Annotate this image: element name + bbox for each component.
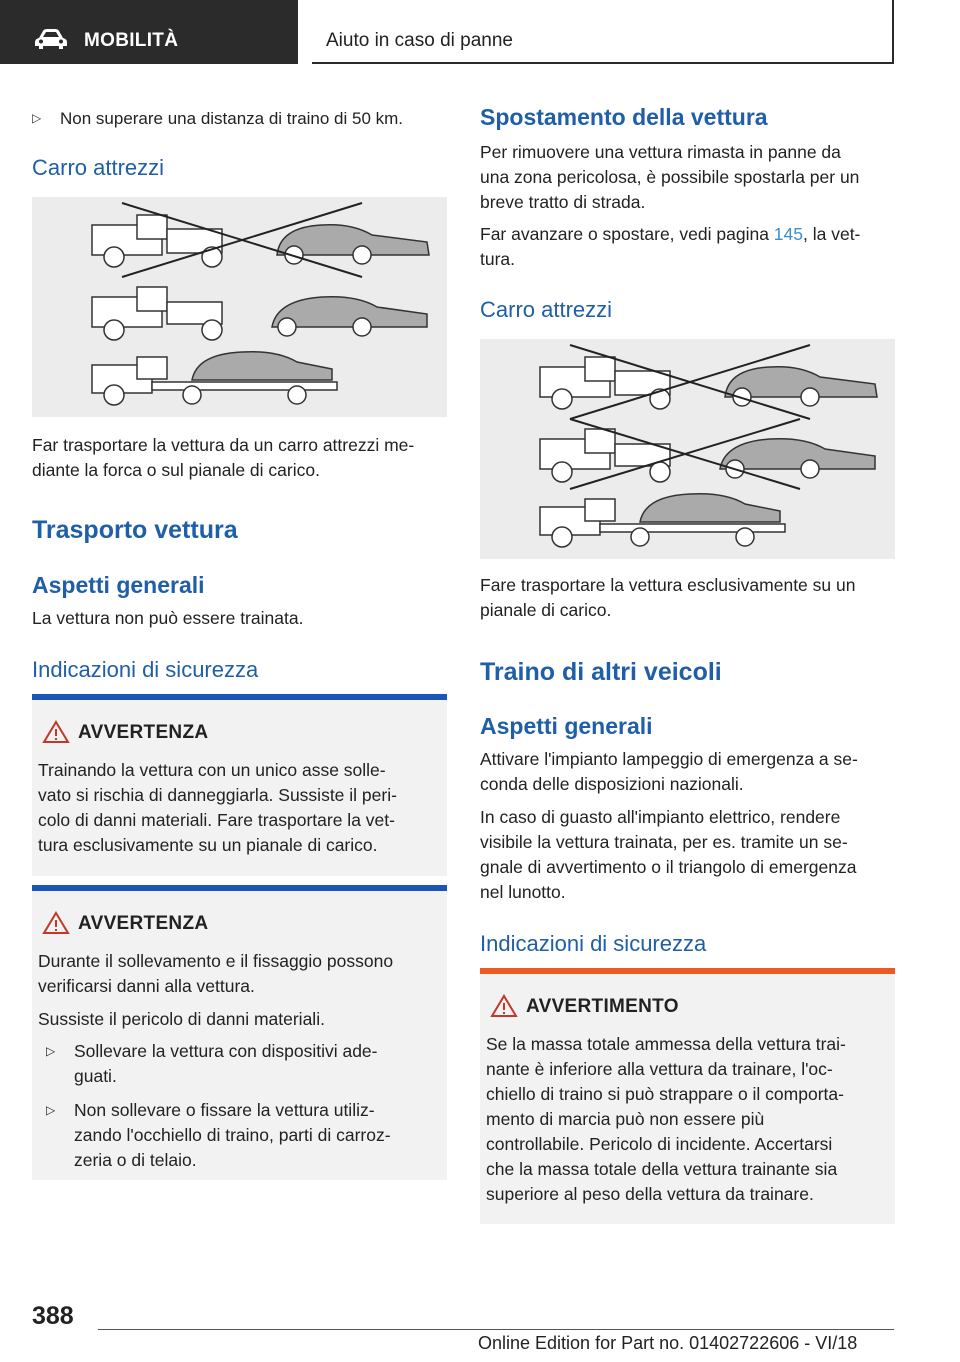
warning-line: vato si rischia di danneggiarla. Sussiste il peri- [38,785,397,805]
warning-line: tura esclusivamente su un pianale di carico. [38,835,378,855]
page-reference-link[interactable]: 145 [773,224,803,244]
footer-divider [98,1329,894,1330]
warning-bullet-line: zando l'occhiello di traino, parti di carroz- [74,1125,391,1145]
caption-line: Far trasportare la vettura da un carro attrezzi me- [32,435,415,455]
subsection-heading: Spostamento della vettura [480,104,768,130]
section-heading: Carro attrezzi [32,155,165,180]
warning-bullet-line: guati. [74,1066,117,1086]
body-line: Far avanzare o spostare, vedi pagina 145, la vet- [480,224,861,244]
car-icon [34,28,68,50]
triangle-bullet-icon: ▷ [46,1044,56,1058]
warning-line: verificarsi danni alla vettura. [38,976,255,996]
subsection-heading: Aspetti generali [32,572,205,598]
warning-line: nante è inferiore alla vettura da trainare, l'oc- [486,1059,833,1079]
caption-line: pianale di carico. [480,600,612,620]
tow-truck-illustration [32,197,447,417]
triangle-bullet-icon: ▷ [32,111,42,125]
body-line: nel lunotto. [480,882,566,902]
warning-line: colo di danni materiali. Fare trasportare la vet- [38,810,395,830]
body-line: In caso di guasto all'impianto elettrico, rendere [480,807,841,827]
warning-line: Durante il sollevamento e il fissaggio possono [38,951,394,971]
warning-box [32,885,447,1180]
section-heading: Carro attrezzi [480,297,613,322]
warning-bullet-line: zeria o di telaio. [74,1150,197,1170]
body-line: una zona pericolosa, è possibile spostarla per un [480,167,860,187]
subsection-heading: Indicazioni di sicurezza [480,931,707,956]
chapter-heading: Traino di altri veicoli [480,658,722,686]
warning-line: mento di marcia può non essere più [486,1109,765,1129]
warning-box [32,694,447,876]
warning-triangle-icon [42,720,70,744]
subsection-heading: Indicazioni di sicurezza [32,657,259,682]
warning-triangle-icon [490,994,518,1018]
body-text: La vettura non può essere trainata. [32,608,304,628]
warning-bullet-line: Sollevare la vettura con dispositivi ade- [74,1041,378,1061]
body-line: breve tratto di strada. [480,192,646,212]
chapter-heading: Trasporto vettura [32,516,238,544]
body-line: visibile la vettura trainata, per es. tramite un se- [480,832,848,852]
body-line: tura. [480,249,516,269]
warning-line: superiore al peso della vettura da trainare. [486,1184,814,1204]
warning-line: Trainando la vettura con un unico asse solle- [38,760,386,780]
warning-title: AVVERTENZA [78,722,209,743]
warning-line: Se la massa totale ammessa della vettura trai- [486,1034,846,1054]
body-line: conda delle disposizioni nazionali. [480,774,744,794]
warning-title: AVVERTENZA [78,913,209,934]
section-label: MOBILITÀ [84,30,179,51]
chapter-header [312,0,894,64]
page-number: 388 [32,1302,74,1330]
body-line: gnale di avvertimento o il triangolo di emergenza [480,857,857,877]
edition-text: Online Edition for Part no. 01402722606 - VI/18 [478,1333,858,1353]
caption-line: Fare trasportare la vettura esclusivamente su un [480,575,856,595]
subsection-heading: Aspetti generali [480,713,653,739]
tow-truck-illustration [480,339,895,559]
section-tab [0,0,298,64]
warning-line: Sussiste il pericolo di danni materiali. [38,1009,325,1029]
warning-triangle-icon [42,911,70,935]
triangle-bullet-icon: ▷ [46,1103,56,1117]
body-line: Attivare l'impianto lampeggio di emergenza a se- [480,749,858,769]
body-line: Per rimuovere una vettura rimasta in panne da [480,142,841,162]
warning-box [480,968,895,1224]
warning-line: chiello di traino si può strappare o il comporta- [486,1084,844,1104]
warning-line: controllabile. Pericolo di incidente. Accertarsi [486,1134,833,1154]
warning-bullet-line: Non sollevare o fissare la vettura utiliz- [74,1100,375,1120]
caption-line: diante la forca o sul pianale di carico. [32,460,320,480]
warning-title: AVVERTIMENTO [526,996,679,1017]
warning-line: che la massa totale della vettura trainante sia [486,1159,838,1179]
chapter-title: Aiuto in caso di panne [326,30,513,51]
